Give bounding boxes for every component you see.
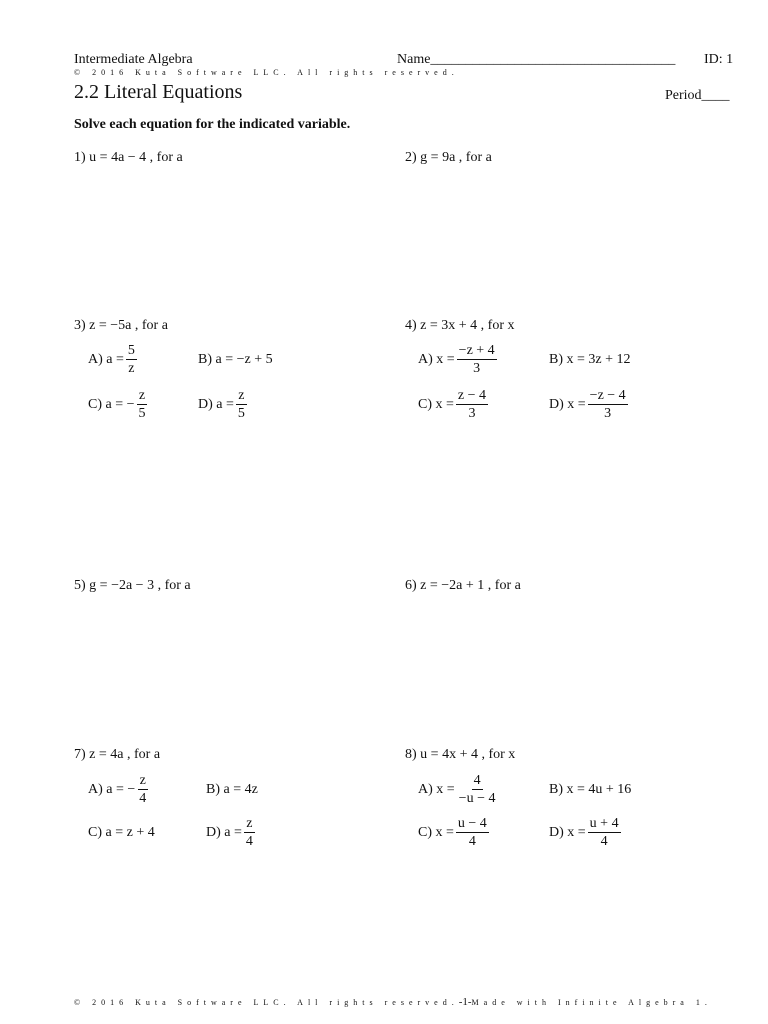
copyright-line: © 2016 Kuta Software LLC. All rights reserved.	[74, 68, 459, 77]
choice-a	[418, 342, 497, 377]
choice-a	[88, 772, 148, 807]
choice-label: A) a =	[88, 351, 124, 367]
fraction	[244, 815, 255, 850]
denominator: 3	[473, 361, 481, 376]
numerator: u − 4	[457, 816, 487, 831]
page-number: -1-	[458, 996, 472, 1008]
numerator: z − 4	[457, 388, 487, 403]
choice-label: B) a = 4z	[206, 782, 258, 797]
problem-equation: z = −5a , for a	[89, 318, 168, 333]
choice-label: D) a =	[206, 824, 242, 840]
problem-number: 8)	[405, 747, 417, 762]
denominator: 5	[237, 406, 245, 421]
period-field: Period____	[665, 88, 730, 103]
problem-equation: z = −2a + 1 , for a	[420, 578, 521, 593]
fraction	[137, 387, 148, 422]
choice-b	[549, 352, 631, 368]
choice-label: C) a = z + 4	[88, 825, 155, 840]
numerator: z	[138, 388, 146, 403]
numerator: u + 4	[589, 816, 619, 831]
choice-label: C) a = −	[88, 396, 135, 412]
numerator: z	[246, 816, 253, 831]
choice-label: C) x =	[418, 824, 454, 840]
footer-credit: Made with Infinite Algebra 1.	[471, 998, 712, 1007]
course-name: Intermediate Algebra	[74, 52, 193, 67]
fraction	[457, 772, 498, 807]
choice-b	[206, 782, 258, 798]
choice-a	[418, 772, 497, 807]
choice-c	[88, 825, 155, 841]
denominator: 4	[245, 834, 253, 849]
choice-d	[549, 815, 621, 850]
numerator: z	[139, 773, 146, 788]
problem-equation: u = 4x + 4 , for x	[420, 747, 516, 762]
problem-equation: z = 4a , for a	[89, 747, 161, 762]
choice-d	[549, 387, 628, 422]
choice-label: A) x =	[418, 351, 455, 367]
page-title: 2.2 Literal Equations	[74, 81, 243, 103]
choice-label: A) a = −	[88, 781, 136, 797]
choice-label: D) a =	[198, 396, 234, 412]
numerator: z	[238, 388, 245, 403]
instructions: Solve each equation for the indicated variable.	[74, 117, 351, 132]
choice-b	[549, 782, 631, 798]
choice-label: B) a = −z + 5	[198, 352, 273, 367]
numerator: −z − 4	[589, 388, 626, 403]
fraction	[137, 772, 148, 807]
numerator: 5	[127, 343, 135, 358]
fraction	[126, 342, 137, 377]
page-footer	[74, 996, 712, 1008]
fraction	[588, 387, 628, 422]
fraction	[588, 815, 621, 850]
problem-1	[74, 150, 183, 166]
problem-4	[405, 318, 515, 334]
fraction	[236, 387, 247, 422]
problem-equation: g = 9a , for a	[420, 150, 492, 165]
fraction	[456, 815, 489, 850]
choice-c	[418, 387, 488, 422]
choice-a	[88, 342, 137, 377]
problem-number: 5)	[74, 578, 86, 593]
numerator: 4	[473, 773, 481, 788]
problem-8	[405, 747, 515, 763]
choice-d	[198, 387, 247, 422]
problem-number: 2)	[405, 150, 417, 165]
denominator: 3	[604, 406, 612, 421]
choice-label: D) x =	[549, 396, 586, 412]
denominator: 4	[600, 834, 608, 849]
choice-label: B) x = 4u + 16	[549, 782, 632, 797]
choice-c	[418, 815, 489, 850]
fraction	[457, 342, 497, 377]
problem-number: 7)	[74, 747, 86, 762]
choice-label: A) x =	[418, 781, 455, 797]
problem-number: 3)	[74, 318, 86, 333]
footer-copyright: © 2016 Kuta Software LLC. All rights reserved.	[74, 998, 459, 1007]
problem-5	[74, 578, 191, 594]
problem-equation: z = 3x + 4 , for x	[420, 318, 515, 333]
choice-label: B) x = 3z + 12	[549, 352, 631, 367]
choice-label: D) x =	[549, 824, 586, 840]
denominator: 4	[468, 834, 476, 849]
problem-number: 1)	[74, 150, 86, 165]
choice-b	[198, 352, 273, 368]
worksheet-id: ID: 1	[704, 52, 734, 67]
denominator: 4	[139, 791, 147, 806]
fraction	[456, 387, 488, 422]
denominator: 5	[138, 406, 146, 421]
denominator: z	[128, 361, 135, 376]
choice-d	[206, 815, 255, 850]
problem-equation: u = 4a − 4 , for a	[89, 150, 183, 165]
name-field: Name___________________________________	[397, 52, 676, 67]
problem-6	[405, 578, 521, 594]
denominator: 3	[468, 406, 476, 421]
choice-c	[88, 387, 148, 422]
problem-2	[405, 150, 492, 166]
problem-3	[74, 318, 168, 334]
problem-number: 4)	[405, 318, 417, 333]
numerator: −z + 4	[458, 343, 495, 358]
choice-label: C) x =	[418, 396, 454, 412]
problem-equation: g = −2a − 3 , for a	[89, 578, 191, 593]
problem-number: 6)	[405, 578, 417, 593]
denominator: −u − 4	[458, 791, 496, 806]
problem-7	[74, 747, 160, 763]
